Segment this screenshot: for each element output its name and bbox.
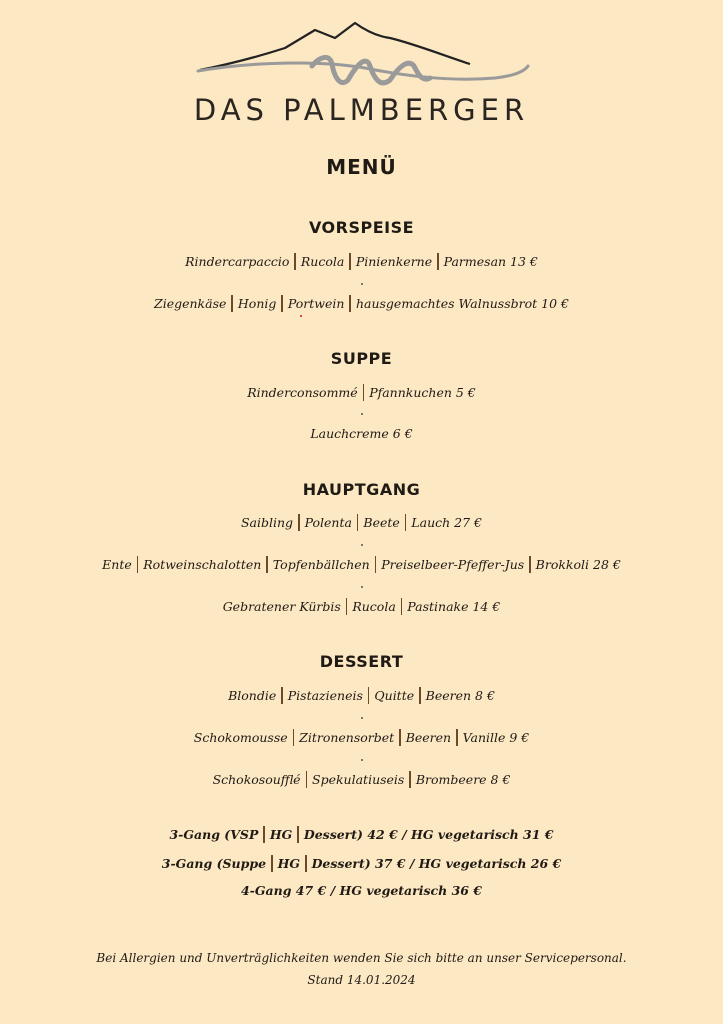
dish-part: Rucola: [300, 254, 345, 269]
divider: [137, 556, 139, 573]
divider: [401, 598, 403, 615]
combo-part: Dessert) 37 € / HG vegetarisch 26 €: [311, 856, 562, 871]
separator-dot: [361, 544, 363, 546]
dish-part: Brombeere 8 €: [415, 772, 511, 787]
divider: [231, 295, 233, 312]
divider: [363, 384, 365, 401]
dish-part: Spekulatiuseis: [312, 772, 405, 787]
dish-part: Lauch 27 €: [411, 515, 482, 530]
dish-part: Rindercarpaccio: [185, 254, 290, 269]
divider: [405, 514, 407, 531]
menu-item: [0, 687, 723, 704]
dish-part: Beeren: [405, 730, 452, 745]
divider: [368, 687, 370, 704]
menu-item: [0, 384, 723, 401]
separator-dot: [361, 586, 363, 588]
combo-offer: [0, 826, 723, 843]
combo-part: 3-Gang (VSP: [169, 827, 259, 842]
menu-item: [0, 729, 723, 746]
divider: [349, 295, 351, 312]
dish-part: Rotweinschalotten: [143, 557, 262, 572]
dish-part: Beeren 8 €: [425, 688, 495, 703]
combo-part: HG: [277, 856, 301, 871]
menu-item: [0, 556, 723, 573]
combo-offer: [0, 855, 723, 872]
section-title-suppe: SUPPE: [330, 349, 393, 368]
separator-dot: [361, 717, 363, 719]
menu-item: [0, 514, 723, 531]
section-title-hauptgang: HAUPTGANG: [302, 480, 421, 499]
dish-part: Lauchcreme 6 €: [310, 426, 413, 441]
combo-part: HG: [269, 827, 293, 842]
menu-item: [0, 295, 723, 312]
separator-dot: [361, 413, 363, 415]
section-title-dessert: DESSERT: [319, 652, 404, 671]
menu-item: [0, 426, 723, 441]
dish-part: Rinderconsommé: [247, 385, 358, 400]
divider: [419, 687, 421, 704]
divider: [271, 855, 273, 872]
dish-part: Beete: [363, 515, 400, 530]
divider: [375, 556, 377, 573]
dish-part: Pinienkerne: [355, 254, 433, 269]
divider: [281, 687, 283, 704]
allergy-note: Bei Allergien und Unverträglichkeiten wenden Sie sich bitte an unser Servicepersonal.: [96, 951, 627, 965]
divider: [298, 514, 300, 531]
dish-part: Topfenbällchen: [272, 557, 370, 572]
dish-part: Preiselbeer-Pfeffer-Jus: [381, 557, 525, 572]
menu-item: [0, 598, 723, 615]
dish-part: Quitte: [374, 688, 415, 703]
mountain-logo-icon: [190, 18, 535, 90]
combo-part: 3-Gang (Suppe: [161, 856, 267, 871]
divider: [456, 729, 458, 746]
divider: [297, 826, 299, 843]
dish-part: Schokomousse: [193, 730, 288, 745]
divider: [305, 855, 307, 872]
divider: [349, 253, 351, 270]
menu-item: [0, 771, 723, 788]
dish-part: Pfannkuchen 5 €: [369, 385, 476, 400]
dish-part: Ente: [102, 557, 132, 572]
divider: [293, 729, 295, 746]
divider: [409, 771, 411, 788]
dish-part: Pastinake 14 €: [407, 599, 501, 614]
dish-part: hausgemachtes Walnussbrot 10 €: [355, 296, 569, 311]
divider: [281, 295, 283, 312]
divider: [266, 556, 268, 573]
divider: [294, 253, 296, 270]
dish-part: Pistazieneis: [287, 688, 363, 703]
menu-item: [0, 253, 723, 270]
section-title-vorspeise: VORSPEISE: [308, 218, 415, 237]
dish-part: Brokkoli 28 €: [535, 557, 621, 572]
dish-part: Honig: [237, 296, 277, 311]
divider: [306, 771, 308, 788]
dish-part: Rucola: [352, 599, 396, 614]
menu-title: MENÜ: [326, 155, 397, 179]
dish-part: Vanille 9 €: [462, 730, 530, 745]
stand-date: Stand 14.01.2024: [307, 973, 416, 987]
combo-part: 4-Gang 47 € / HG vegetarisch 36 €: [240, 883, 483, 898]
combo-offer: [0, 883, 723, 898]
dish-part: Parmesan 13 €: [443, 254, 538, 269]
dish-part: Zitronensorbet: [299, 730, 395, 745]
dish-part: Schokosoufflé: [212, 772, 301, 787]
divider: [346, 598, 348, 615]
dish-part: Polenta: [304, 515, 352, 530]
separator-dot: [361, 759, 363, 761]
divider: [529, 556, 531, 573]
dish-part: Blondie: [228, 688, 277, 703]
combo-part: Dessert) 42 € / HG vegetarisch 31 €: [303, 827, 554, 842]
dish-part: Portwein: [287, 296, 345, 311]
divider: [437, 253, 439, 270]
divider: [399, 729, 401, 746]
separator-dot: [361, 283, 363, 285]
divider: [357, 514, 359, 531]
dish-part: Ziegenkäse: [154, 296, 227, 311]
dish-part: Gebratener Kürbis: [222, 599, 341, 614]
divider: [263, 826, 265, 843]
brand-name: DAS PALMBERGER: [193, 93, 530, 127]
spellcheck-mark: [300, 315, 302, 317]
dish-part: Saibling: [240, 515, 294, 530]
